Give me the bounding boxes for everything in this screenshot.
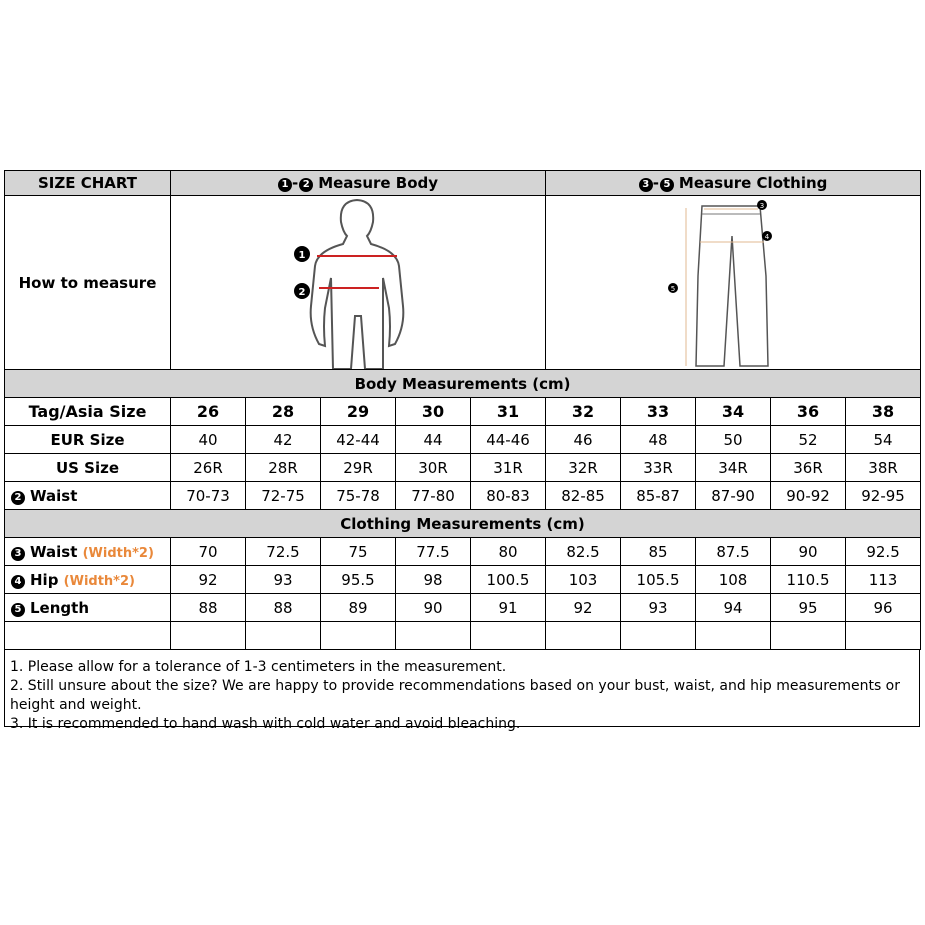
row-label [5, 538, 171, 566]
marker-5-label: 5 [670, 285, 676, 293]
size-cell: 34R [696, 454, 771, 482]
size-cell: 82.5 [546, 538, 621, 566]
row-cloth-waist [5, 538, 921, 566]
row-us [5, 454, 921, 482]
size-cell: 90 [396, 594, 471, 622]
size-chart-title: SIZE CHART [5, 171, 171, 196]
body-silhouette-diagram [171, 196, 545, 369]
empty-cell [846, 622, 921, 650]
size-cell: 42-44 [321, 426, 396, 454]
size-cell: 33R [621, 454, 696, 482]
body-diagram-cell [171, 196, 546, 370]
size-cell: 72-75 [246, 482, 321, 510]
size-cell: 88 [246, 594, 321, 622]
size-cell: 80 [471, 538, 546, 566]
size-cell: 38R [846, 454, 921, 482]
size-cell: 92.5 [846, 538, 921, 566]
pants-diagram [546, 196, 920, 369]
empty-cell [5, 622, 171, 650]
empty-cell [246, 622, 321, 650]
size-cell: 87.5 [696, 538, 771, 566]
size-cell: 44 [396, 426, 471, 454]
size-cell: 103 [546, 566, 621, 594]
marker-4-label: 4 [764, 233, 770, 241]
size-cell: 77.5 [396, 538, 471, 566]
empty-cell [321, 622, 396, 650]
size-cell: 94 [696, 594, 771, 622]
width-note: (Width*2) [63, 573, 135, 589]
size-cell: 54 [846, 426, 921, 454]
size-cell: 87-90 [696, 482, 771, 510]
size-chart-sheet [4, 170, 920, 732]
size-cell: 46 [546, 426, 621, 454]
how-to-measure-row [5, 196, 921, 370]
row-label: Tag/Asia Size [5, 398, 171, 426]
size-cell: 36R [771, 454, 846, 482]
size-cell: 77-80 [396, 482, 471, 510]
empty-cell [471, 622, 546, 650]
row-length [5, 594, 921, 622]
measure-clothing-header: 3 - 5 Measure Clothing [546, 171, 921, 196]
empty-cell [696, 622, 771, 650]
size-cell: 90 [771, 538, 846, 566]
size-cell: 26 [171, 398, 246, 426]
size-cell: 30R [396, 454, 471, 482]
size-cell: 105.5 [621, 566, 696, 594]
empty-cell [621, 622, 696, 650]
number-1-icon: 1 [278, 178, 292, 192]
size-cell: 72.5 [246, 538, 321, 566]
note-2: 2. Still unsure about the size? We are happy to provide recommendations based on your bust, waist, and hip measurements or height and weight. [10, 678, 901, 713]
size-cell: 26R [171, 454, 246, 482]
size-cell: 31R [471, 454, 546, 482]
size-cell: 108 [696, 566, 771, 594]
row-label-text: Waist [30, 542, 78, 561]
marker-3-label: 3 [759, 202, 765, 210]
size-cell: 85 [621, 538, 696, 566]
number-4-icon: 4 [11, 575, 25, 589]
row-label [5, 594, 171, 622]
size-cell: 88 [171, 594, 246, 622]
size-cell: 33 [621, 398, 696, 426]
size-cell: 92-95 [846, 482, 921, 510]
row-label [5, 482, 171, 510]
size-cell: 95 [771, 594, 846, 622]
size-cell: 93 [621, 594, 696, 622]
size-cell: 28R [246, 454, 321, 482]
width-note: (Width*2) [82, 545, 154, 561]
size-cell: 75 [321, 538, 396, 566]
row-label: US Size [5, 454, 171, 482]
number-3-icon: 3 [11, 547, 25, 561]
row-label [5, 566, 171, 594]
number-2-icon: 2 [299, 178, 313, 192]
clothing-section-row [5, 510, 921, 538]
body-outline [311, 200, 404, 369]
size-cell: 29R [321, 454, 396, 482]
size-cell: 80-83 [471, 482, 546, 510]
row-label-text: Waist [30, 486, 78, 505]
number-3-icon: 3 [639, 178, 653, 192]
size-cell: 38 [846, 398, 921, 426]
row-empty [5, 622, 921, 650]
row-label-text: Hip [30, 570, 59, 589]
empty-cell [771, 622, 846, 650]
row-label-text: Length [30, 598, 89, 617]
size-cell: 40 [171, 426, 246, 454]
header-row [5, 171, 921, 196]
clothing-section-title: Clothing Measurements (cm) [5, 510, 921, 538]
size-cell: 44-46 [471, 426, 546, 454]
row-body-waist [5, 482, 921, 510]
row-eur [5, 426, 921, 454]
number-5-icon: 5 [11, 603, 25, 617]
size-cell: 89 [321, 594, 396, 622]
row-tag [5, 398, 921, 426]
size-cell: 95.5 [321, 566, 396, 594]
empty-cell [396, 622, 471, 650]
marker-2-label: 2 [298, 287, 306, 298]
measure-clothing-label: Measure Clothing [678, 174, 828, 192]
size-cell: 34 [696, 398, 771, 426]
size-cell: 92 [546, 594, 621, 622]
measure-body-label: Measure Body [318, 174, 439, 192]
size-cell: 100.5 [471, 566, 546, 594]
note-1: 1. Please allow for a tolerance of 1-3 centimeters in the measurement. [10, 659, 507, 675]
size-cell: 70-73 [171, 482, 246, 510]
size-cell: 75-78 [321, 482, 396, 510]
size-cell: 52 [771, 426, 846, 454]
pants-outline [696, 206, 768, 366]
row-label: EUR Size [5, 426, 171, 454]
size-cell: 30 [396, 398, 471, 426]
body-section-row [5, 370, 921, 398]
empty-cell [171, 622, 246, 650]
size-cell: 42 [246, 426, 321, 454]
size-cell: 82-85 [546, 482, 621, 510]
how-to-measure-label: How to measure [5, 196, 171, 370]
number-2-icon: 2 [11, 491, 25, 505]
measure-body-header: 1 - 2 Measure Body [171, 171, 546, 196]
size-cell: 28 [246, 398, 321, 426]
size-cell: 90-92 [771, 482, 846, 510]
size-cell: 29 [321, 398, 396, 426]
size-cell: 48 [621, 426, 696, 454]
size-chart-table [4, 170, 921, 650]
size-cell: 31 [471, 398, 546, 426]
size-cell: 36 [771, 398, 846, 426]
size-cell: 93 [246, 566, 321, 594]
number-5-icon: 5 [660, 178, 674, 192]
notes-box [4, 650, 920, 732]
row-hip [5, 566, 921, 594]
marker-1-label: 1 [298, 250, 306, 261]
body-section-title: Body Measurements (cm) [5, 370, 921, 398]
size-cell: 110.5 [771, 566, 846, 594]
size-cell: 32R [546, 454, 621, 482]
size-cell: 50 [696, 426, 771, 454]
size-cell: 70 [171, 538, 246, 566]
size-cell: 85-87 [621, 482, 696, 510]
pants-diagram-cell [546, 196, 921, 370]
size-cell: 113 [846, 566, 921, 594]
note-3: 3. It is recommended to hand wash with cold water and avoid bleaching. [10, 716, 521, 732]
size-cell: 91 [471, 594, 546, 622]
size-cell: 96 [846, 594, 921, 622]
size-cell: 32 [546, 398, 621, 426]
size-cell: 92 [171, 566, 246, 594]
size-cell: 98 [396, 566, 471, 594]
empty-cell [546, 622, 621, 650]
